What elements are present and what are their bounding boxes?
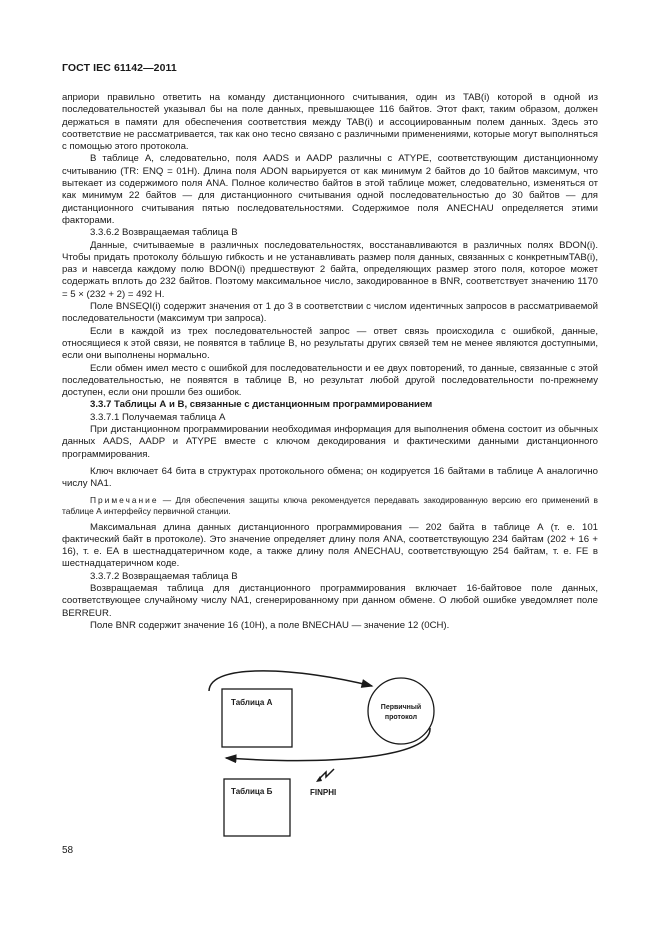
finphi-label: FINPHI xyxy=(310,788,337,797)
section-heading: 3.3.7 Таблицы А и В, связанные с дистанционным программированием xyxy=(90,399,433,411)
lightning-tip-icon xyxy=(316,776,322,782)
paragraph: априори правильно ответить на команду дистанционного считывания, один из TAB(i) которой в одной из последовательностей указывал бы на поле данных, превышающее 116 байтов. Этот факт, таким образом, должен держаться в памяти для обеспечения соответствия между TAB(i) и ассоциированным полем данных. Здесь это соответствие не рассматривается, так как оно тесно связано с различными применениями, которые могут выполняться с помощью этого протокола. xyxy=(62,92,598,153)
paragraph: Поле BNR содержит значение 16 (10H), а поле BNECHAU — значение 12 (0CH). xyxy=(90,619,450,631)
circle-label-line2: протокол xyxy=(384,714,418,721)
document-body xyxy=(62,92,598,632)
table-b-box xyxy=(224,779,290,836)
paragraph: При дистанционном программировании необходимая информация для выполнения обмена состоит из обычных данных AADS, AADP и ATYPE вместе с ключом декодирования и фактическими данными дистанционного программирования. xyxy=(62,424,598,460)
table-a-label: Таблица А xyxy=(231,698,273,707)
note-text: — Для обеспечения защиты ключа рекомендуется передавать закодированную версию его применений в таблице А интерфейсу первичной станции. xyxy=(62,494,598,516)
arrow-protocol-to-table-b xyxy=(226,728,430,760)
arrow-table-a-to-protocol xyxy=(209,671,372,691)
note-label: Примечание xyxy=(90,494,159,505)
paragraph: Если обмен имел место с ошибкой для последовательности и ее двух повторений, то данные, связанные с этой последовательностью, не появятся в таблице В, но результат любой другой последовательности по-прежнему доступен, если они прошли без ошибок. xyxy=(62,362,598,399)
document-header: ГОСТ IEC 61142—2011 xyxy=(62,62,177,74)
paragraph: В таблице А, следовательно, поля AADS и AADP различны с ATYPE, соответствующим дистанционному считыванию (TR: ENQ = 01H). Длина поля ADON варьируется от как минимум 2 байтов до 10 байтов максимум, что вытекает из содержимого поля ANA. Полное количество байтов в этой таблице может, следовательно, изменяться от как минимум 22 байтов — для дистанционного считывания одной последовательностью до 30 байтов — для дистанционного считывания пятью последовательностями. Содержимое поля ANECHAU определяется этими факторами. xyxy=(62,153,598,226)
lightning-signal-icon xyxy=(318,769,334,780)
subsection-heading: 3.3.7.2 Возвращаемая таблица В xyxy=(90,570,238,582)
primary-protocol-circle xyxy=(368,678,434,744)
note xyxy=(62,495,598,517)
paragraph: Ключ включает 64 бита в структурах протокольного обмена; он кодируется 16 байтами в таблице А аналогично числу NA1. xyxy=(62,465,598,490)
paragraph: Поле BNSEQI(i) содержит значения от 1 до 3 в соответствии с числом идентичных запросов в рассматриваемой последовательности (максимум три запроса). xyxy=(62,301,598,325)
table-b-label: Таблица Б xyxy=(231,787,273,796)
page-number: 58 xyxy=(62,845,74,856)
paragraph: Если в каждой из трех последовательностей запрос — ответ связь происходила с ошибкой, данные, относящиеся к этой связи, не появятся в таблице В, но результаты других связей тем не менее являются доступными, если они выполнены нормально. xyxy=(62,325,598,362)
subsection-heading: 3.3.7.1 Получаемая таблица А xyxy=(90,411,226,423)
paragraph: Максимальная длина данных дистанционного программирования — 202 байта в таблице А (т. е. 101 фактический байт в протоколе). Это значение определяет длину поля ANA, соответствующую 234 байтам (202 + 16 + 16), т. е. EA в шестнадцатеричном коде, а также длину поля ANECHAU, соответствующую 254 байтам, т. е. FE в шестнадцатеричном коде. xyxy=(62,521,598,570)
table-a-box xyxy=(222,689,292,747)
subsection-heading: 3.3.6.2 Возвращаемая таблица В xyxy=(90,227,238,239)
paragraph: Возвращаемая таблица для дистанционного программирования включает 16-байтовое поле данных, соответствующее случайному числу NA1, сгенерированному при данном обмене. О любой ошибке уведомляет поле BERREUR. xyxy=(62,582,598,619)
circle-label-line1: Первичный xyxy=(380,704,422,711)
paragraph: Данные, считываемые в различных последовательностях, восстанавливаются в различных полях BDON(i). Чтобы придать протоколу бóльшую гибкость и не устанавливать размер поля данных, связанных с конкретнымTAB(i), раз и навсегда каждому полю BDON(i) предшествуют 2 байта, определяющих размер этого поля, которое может содержать вплоть до 232 байтов. Поэтому максимальное число, закодированное в BNR, соответствует значению 1170 = 5 × (232 + 2) = 492 H. xyxy=(62,239,598,300)
